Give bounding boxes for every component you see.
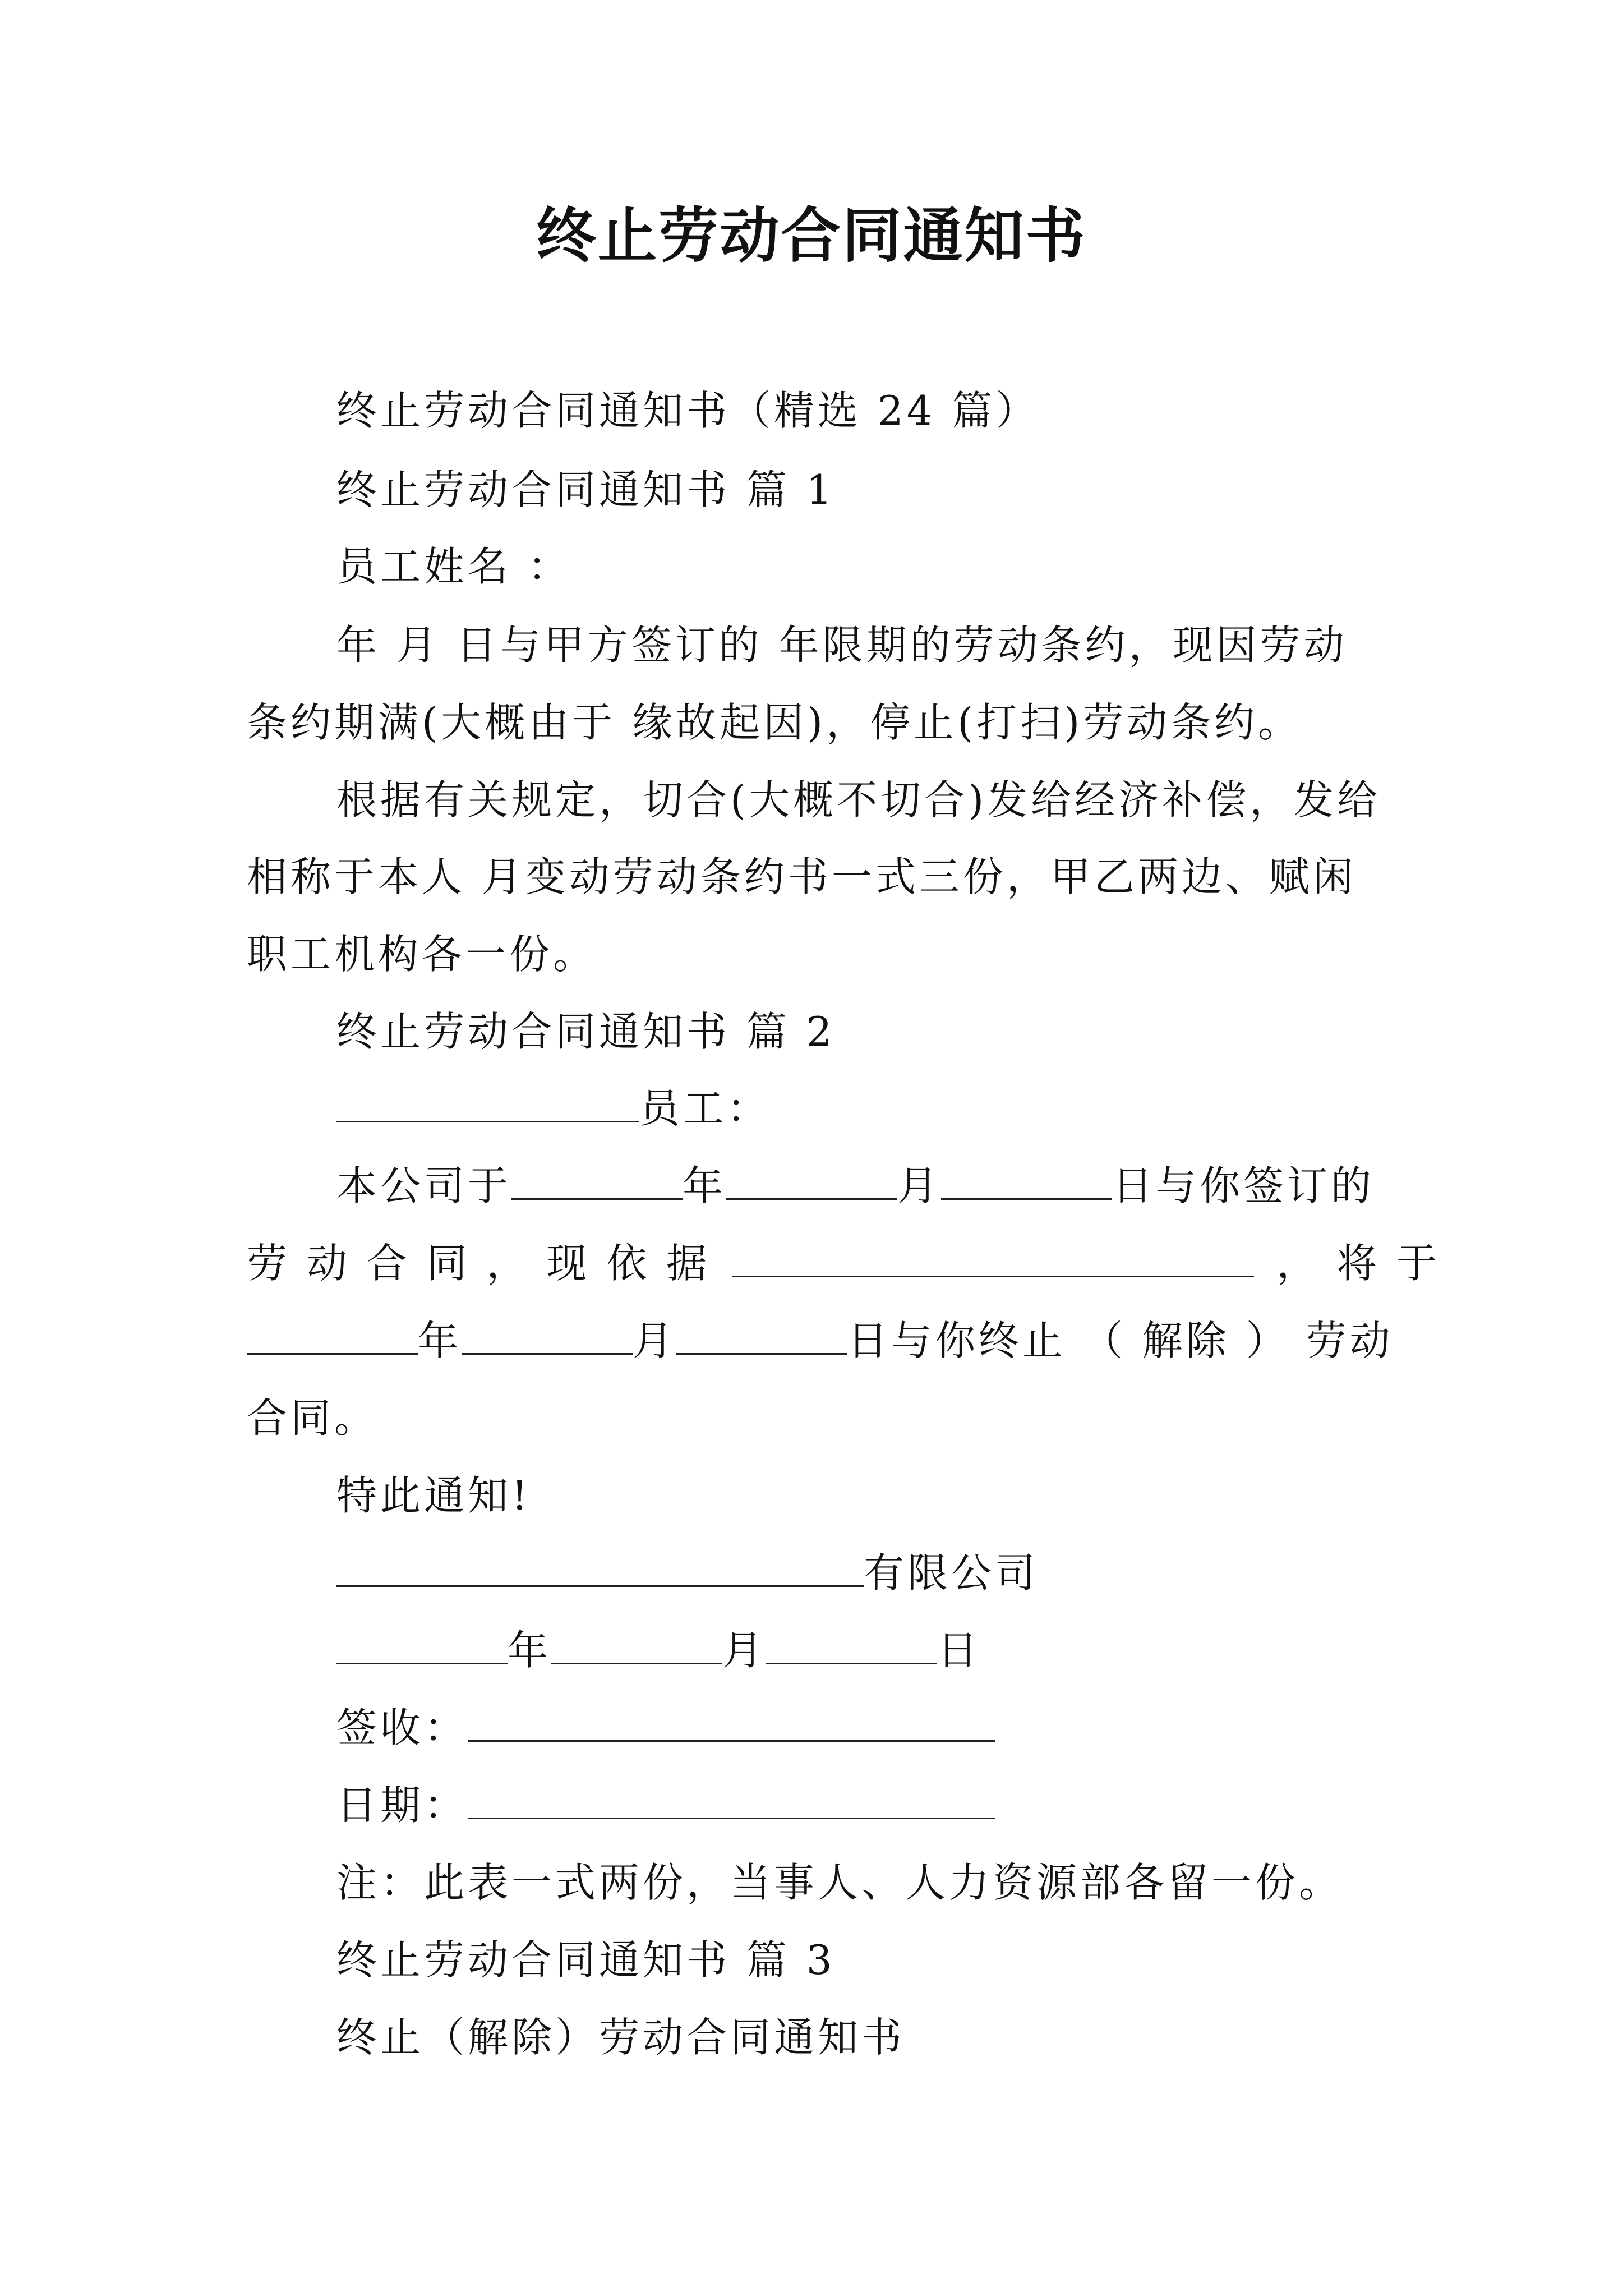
sign-label: 签收： <box>336 1704 468 1751</box>
text-segment: ， 将 于 <box>1276 1240 1440 1287</box>
fill-blank <box>336 1622 508 1664</box>
fill-blank <box>676 1313 847 1355</box>
text-segment: 年 <box>683 1162 727 1209</box>
date-signature-line <box>336 1777 995 1833</box>
paragraph-line: 年 月 日与甲方签订的 年限期的劳动条约，现因劳动 <box>336 622 1348 669</box>
employee-line <box>336 1080 771 1137</box>
note-line: 注：此表一式两份，当事人、人力资源部各留一份。 <box>336 1859 1343 1906</box>
text-segment: 月 <box>633 1317 677 1364</box>
paragraph-line <box>247 1313 1394 1369</box>
paragraph-line: 条约期满(大概由于 缘故起因)，停止(打扫)劳动条约。 <box>247 699 1302 746</box>
text-segment: 劳 动 合 同 ， 现 依 据 <box>247 1240 711 1287</box>
section-heading-3: 终止劳动合同通知书 篇 3 <box>336 1936 836 1984</box>
company-line <box>336 1545 1039 1601</box>
fill-blank <box>941 1158 1112 1200</box>
fill-blank <box>336 1545 864 1587</box>
fill-blank <box>551 1622 722 1664</box>
paragraph-line: 职工机构各一份。 <box>247 931 597 978</box>
fill-blank <box>336 1080 639 1122</box>
text-segment: 月 <box>722 1627 767 1674</box>
paragraph-line: 根据有关规定，切合(大概不切合)发给经济补偿，发给 <box>336 776 1381 823</box>
company-label: 有限公司 <box>864 1549 1039 1596</box>
fill-blank <box>247 1313 418 1355</box>
paragraph-line <box>336 1158 1375 1214</box>
notice-line: 特此通知! <box>336 1472 531 1519</box>
section-subheading: 终止（解除）劳动合同通知书 <box>336 2014 906 2061</box>
text-segment: 日 <box>937 1627 981 1674</box>
signature-line <box>336 1700 995 1756</box>
fill-blank <box>732 1235 1254 1277</box>
document-subtitle: 终止劳动合同通知书（精选 24 篇） <box>336 387 1040 434</box>
section-heading-1: 终止劳动合同通知书 篇 1 <box>336 466 836 513</box>
fill-blank <box>462 1313 633 1355</box>
document-title: 终止劳动合同通知书 <box>536 200 1087 270</box>
date-line <box>336 1622 981 1678</box>
text-segment: 年 <box>508 1627 552 1674</box>
employee-label: 员工： <box>639 1085 771 1132</box>
fill-blank <box>468 1777 995 1819</box>
text-segment: 日与你终止 （ 解除 ） 劳动 <box>847 1317 1394 1364</box>
paragraph-line: 相称于本人 月变动劳动条约书一式三份，甲乙两边、赋闲 <box>247 853 1357 900</box>
fill-blank <box>766 1622 937 1664</box>
text-segment: 本公司于 <box>336 1162 512 1209</box>
fill-blank <box>511 1158 683 1200</box>
text-segment: 月 <box>897 1162 942 1209</box>
section-heading-2: 终止劳动合同通知书 篇 2 <box>336 1008 836 1055</box>
text-segment: 年 <box>418 1317 462 1364</box>
employee-name-line: 员工姓名 ： <box>336 543 571 590</box>
text-segment: 日与你签订的 <box>1112 1162 1375 1209</box>
fill-blank <box>726 1158 897 1200</box>
fill-blank <box>468 1700 995 1742</box>
paragraph-line: 合同。 <box>247 1395 379 1442</box>
paragraph-line <box>247 1235 1440 1291</box>
date-label: 日期： <box>336 1782 468 1829</box>
